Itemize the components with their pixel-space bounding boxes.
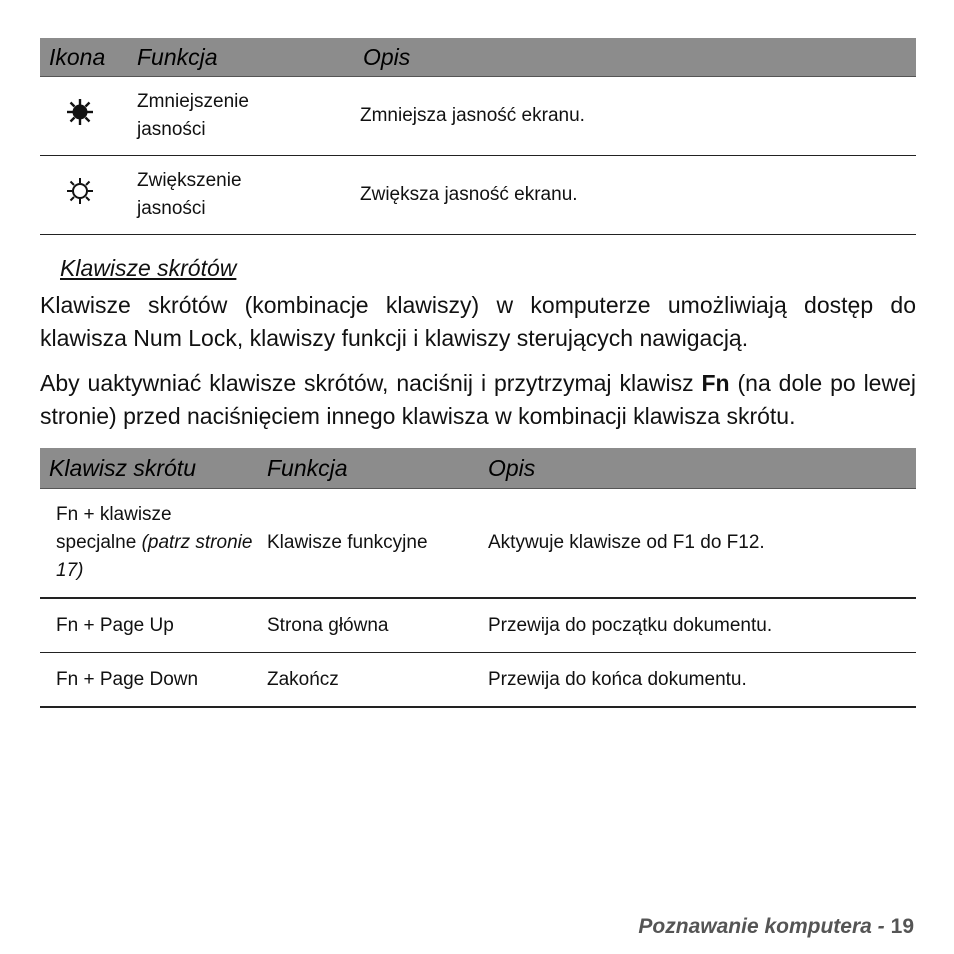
footer-title: Poznawanie komputera - — [638, 915, 885, 938]
hotkey-line: Fn + klawisze — [56, 504, 172, 525]
table-row — [40, 598, 916, 653]
hotkey-cell — [40, 489, 254, 599]
function-cell: Klawisze funkcyjne — [254, 489, 476, 599]
function-line: Zmniejszenie — [137, 91, 249, 112]
table-row — [40, 489, 916, 599]
function-line: jasności — [137, 198, 206, 219]
hotkeys-table — [40, 448, 916, 708]
description-cell: Aktywuje klawisze od F1 do F12. — [476, 489, 916, 599]
table-header-row — [40, 38, 916, 77]
table-row — [40, 77, 916, 156]
table-row — [40, 156, 916, 235]
function-cell — [132, 156, 354, 235]
function-line: Zwiększenie — [137, 170, 242, 191]
table-row — [40, 653, 916, 708]
table-header-row — [40, 448, 916, 489]
document-page — [40, 38, 916, 708]
fn-key-label: Fn — [701, 370, 730, 396]
paragraph: Klawisze skrótów (kombinacje klawiszy) w komputerze umożliwiają dostęp do klawisza Num Lock, klawiszy funkcji i klawiszy sterujących nawigacją. — [40, 292, 916, 351]
function-cell: Zakończ — [254, 653, 476, 708]
icon-cell — [40, 77, 132, 156]
brightness-up-icon — [66, 177, 94, 214]
hotkey-page-reference: (patrz stronie 17) — [56, 532, 253, 581]
description-cell: Przewija do końca dokumentu. — [476, 653, 916, 708]
brightness-down-icon — [66, 98, 94, 135]
paragraph-text: (na dole po lewej stronie) przed naciśnięciem innego klawisza w kombinacji klawisza skrótu. — [40, 370, 916, 429]
function-line: jasności — [137, 119, 206, 140]
header-function: Funkcja — [254, 448, 476, 489]
description-cell: Zwiększa jasność ekranu. — [354, 156, 916, 235]
function-cell — [132, 77, 354, 156]
header-function: Funkcja — [132, 38, 354, 77]
description-cell: Zmniejsza jasność ekranu. — [354, 77, 916, 156]
page-number: 19 — [890, 915, 914, 938]
hotkey-cell: Fn + Page Up — [40, 598, 254, 653]
paragraph-text: Aby uaktywniać klawisze skrótów, naciśnij i przytrzymaj klawisz — [40, 370, 702, 396]
paragraph — [40, 367, 916, 433]
function-cell: Strona główna — [254, 598, 476, 653]
header-hotkey: Klawisz skrótu — [40, 448, 254, 489]
icon-cell — [40, 156, 132, 235]
hotkey-line: specjalne — [56, 532, 142, 553]
header-description: Opis — [354, 38, 916, 77]
section-title: Klawisze skrótów — [60, 255, 237, 281]
brightness-keys-table — [40, 38, 916, 235]
page-footer — [638, 915, 914, 939]
header-icon: Ikona — [40, 38, 132, 77]
header-description: Opis — [476, 448, 916, 489]
hotkey-cell: Fn + Page Down — [40, 653, 254, 708]
description-cell: Przewija do początku dokumentu. — [476, 598, 916, 653]
